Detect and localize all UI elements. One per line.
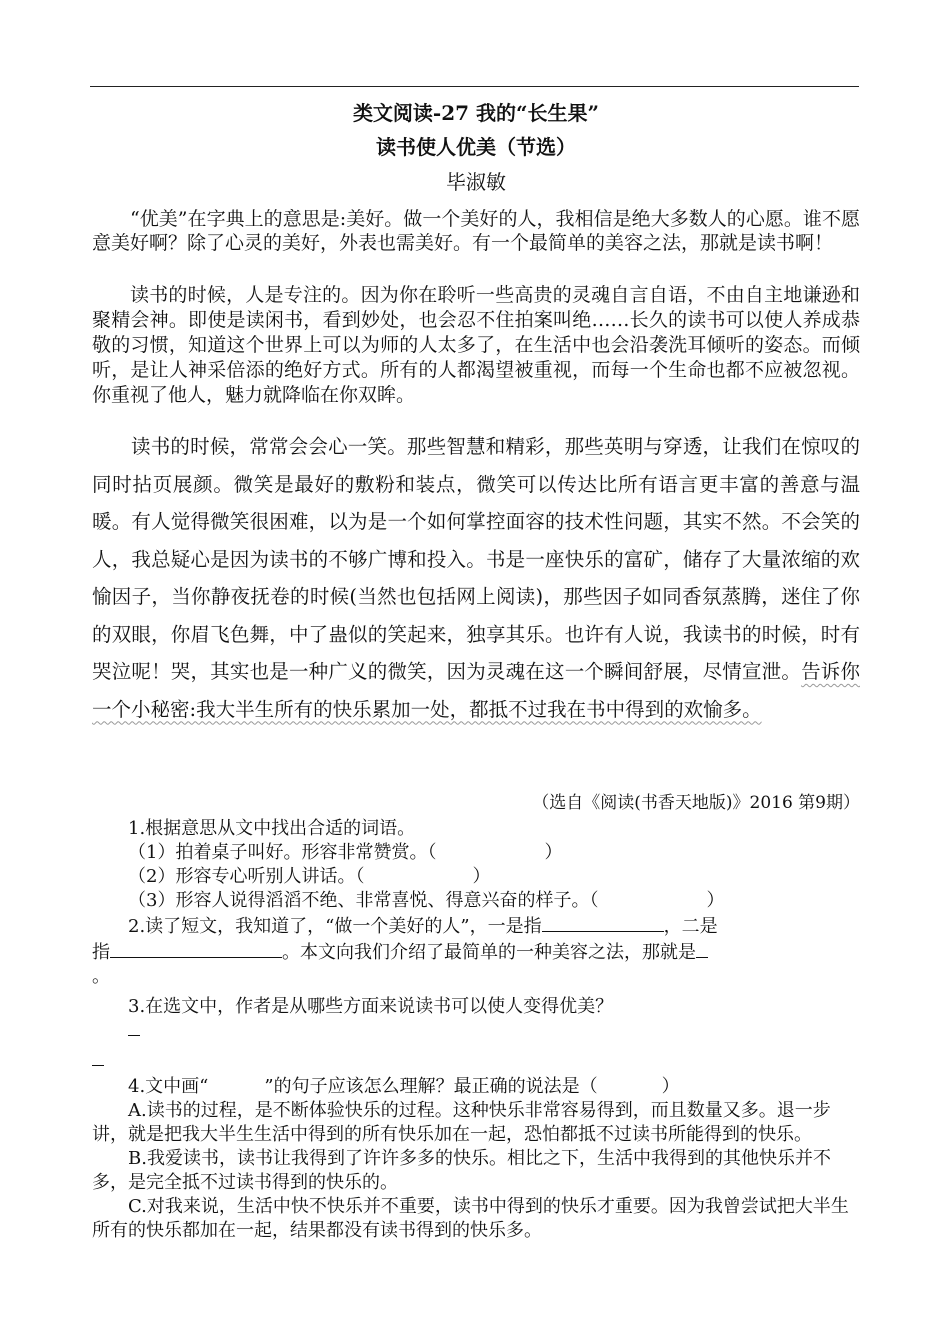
close-paren: ） (472, 866, 491, 887)
question-4 (92, 1075, 860, 1099)
q4-text-a: 4.文中画“ (128, 1076, 209, 1097)
option-b: B.我爱读书，读书让我得到了许许多多的快乐。相比之下，生活中我得到的其他快乐并不多，是完全抵不过读书得到的快乐的。 (92, 1148, 831, 1193)
question-3: 3.在选文中，作者是从哪些方面来说读书可以使人变得优美？ (128, 996, 614, 1017)
question-3-answer-line-2 (92, 1049, 860, 1075)
answer-blank[interactable] (92, 1049, 104, 1066)
q2-text-a: 2.读了短文，我知道了，“做一个美好的人”，一是指 (128, 916, 542, 937)
answer-blank[interactable] (110, 939, 282, 958)
source-citation: （选自《阅读(书香天地版)》2016 第9期） (532, 793, 860, 813)
q1-1-text: （1）拍着桌子叫好。形容非常赞赏。（ (128, 842, 437, 863)
wavy-blank (208, 1087, 264, 1099)
q2-text-c: 指 (92, 942, 110, 963)
close-paren: ） (661, 1076, 680, 1097)
option-c: C.对我来说，生活中快不快乐并不重要，读书中得到的快乐才重要。因为我曾尝试把大半生所有的快乐都加在一起，结果都没有读书得到的快乐多。 (92, 1196, 849, 1241)
answer-blank[interactable] (696, 941, 708, 958)
question-2-line-2 (92, 939, 860, 965)
question-1: 1.根据意思从文中找出合适的词语。 (128, 818, 416, 839)
questions-section (92, 817, 860, 1243)
question-1-item-3 (92, 889, 860, 913)
q4-text-b: ”的句子应该怎么理解？最正确的说法是（ (264, 1076, 598, 1097)
close-paren: ） (544, 842, 563, 863)
q1-2-text: （2）形容专心听别人讲话。（ (128, 866, 365, 887)
paragraph-3-text: 读书的时候，常常会会心一笑。那些智慧和精彩，那些英明与穿透，让我们在惊叹的同时拈页展颜。微笑是最好的敷粉和装点，微笑可以传达比所有语言更丰富的善意与温暖。有人觉得微笑很困难，以为是一个如何掌控面容的技术性问题，其实不然。不会笑的人，我总疑心是因为读书的不够广博和投入。书是一座快乐的富矿，储存了大量浓缩的欢愉因子，当你静夜抚卷的时候(当然也包括网上阅读)，那些因子如同香氛蒸腾，迷住了你的双眼，你眉飞色舞，中了蛊似的笑起来，独享其乐。也许有人说，我读书的时候，时有哭泣呢！哭，其实也是一种广义的微笑，因为灵魂在这一个瞬间舒展，尽情宣泄。 (92, 435, 860, 683)
page-title: 类文阅读-27 我的“长生果” (352, 101, 600, 125)
option-a: A.读书的过程，是不断体验快乐的过程。这种快乐非常容易得到，而且数量又多。退一步讲，就是把我大半生生活中得到的所有快乐加在一起，恐怕都抵不过读书所能得到的快乐。 (92, 1100, 831, 1145)
top-rule (90, 86, 859, 87)
q2-text-d: 。本文向我们介绍了最简单的一种美容之法，那就是 (282, 942, 696, 963)
wavy-underlined-sentence: 告诉你一个小秘密:我大半生所有的快乐累加一处，都抵不过我在书中得到的欢愉多。 (92, 660, 860, 721)
author-name: 毕淑敏 (446, 170, 506, 194)
passage-paragraph-3 (92, 428, 860, 728)
question-1-item-2 (92, 865, 860, 889)
answer-blank[interactable] (128, 1019, 140, 1036)
passage-paragraph-2: 读书的时候，人是专注的。因为你在聆听一些高贵的灵魂自言自语，不由自主地谦逊和聚精会神。即使是读闲书，看到妙处，也会忍不住拍案叫绝……长久的读书可以使人养成恭敬的习惯，知道这个世界上可以为师的人太多了，在生活中也会沿袭洗耳倾听的姿态。而倾听，是让人神采倍添的绝好方式。所有的人都渴望被重视，而每一个生命也都不应被忽视。你重视了他人，魅力就降临在你双眸。 (92, 284, 860, 406)
question-3-answer-line-1 (92, 1019, 860, 1049)
article-title: 读书使人优美（节选） (376, 135, 576, 159)
question-2-line-3: 。 (92, 966, 110, 987)
q1-3-text: （3）形容人说得滔滔不绝、非常喜悦、得意兴奋的样子。（ (128, 890, 599, 911)
passage-paragraph-1: “优美”在字典上的意思是:美好。做一个美好的人，我相信是绝大多数人的心愿。谁不愿意美好啊？除了心灵的美好，外表也需美好。有一个最简单的美容之法，那就是读书啊！ (92, 208, 860, 254)
q2-text-b: ，二是 (663, 916, 718, 937)
question-2-line-1 (92, 913, 860, 939)
question-1-item-1 (92, 841, 860, 865)
answer-blank[interactable] (542, 913, 664, 932)
close-paren: ） (706, 890, 725, 911)
